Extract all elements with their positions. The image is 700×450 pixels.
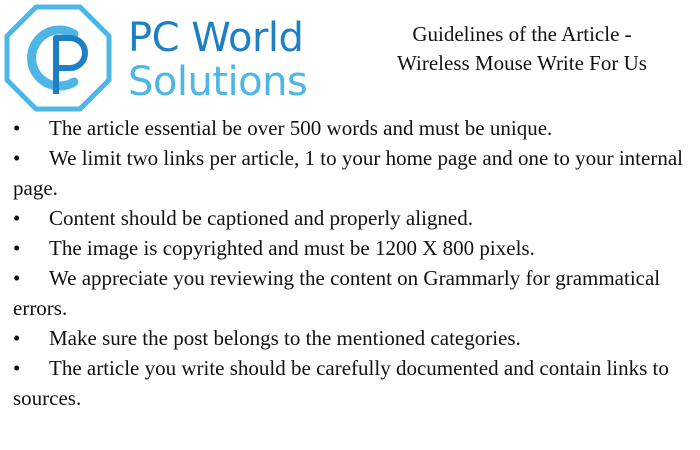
list-item-text: The article essential be over 500 words and must be unique.: [49, 116, 553, 140]
page-title-line1: Guidelines of the Article -: [412, 22, 632, 46]
bullet-icon: •: [13, 206, 21, 230]
brand-wordmark: [128, 16, 307, 104]
bullet-icon: •: [13, 356, 21, 380]
bullet-icon: •: [13, 326, 21, 350]
list-item-text: Content should be captioned and properly aligned.: [49, 206, 473, 230]
list-item-text: The image is copyrighted and must be 1200 X 800 pixels.: [49, 236, 535, 260]
page-title: [352, 20, 692, 78]
cp-monogram-octagon-icon: [4, 4, 112, 112]
list-item: [13, 113, 693, 143]
brand-name-line2: Solutions: [128, 59, 308, 105]
list-item: [13, 323, 693, 353]
page-title-line2: Wireless Mouse Write For Us: [397, 51, 647, 75]
brand-logo: [4, 4, 334, 112]
guidelines-list: [13, 113, 693, 413]
list-item: [13, 263, 693, 323]
list-item-text: We appreciate you reviewing the content on Grammarly for grammatical errors.: [13, 266, 661, 320]
list-item: [13, 203, 693, 233]
list-item: [13, 143, 693, 203]
bullet-icon: •: [13, 146, 21, 170]
list-item: [13, 353, 693, 413]
list-item-text: Make sure the post belongs to the mentioned categories.: [49, 326, 521, 350]
bullet-icon: •: [13, 116, 21, 140]
bullet-icon: •: [13, 236, 21, 260]
list-item: [13, 233, 693, 263]
list-item-text: We limit two links per article, 1 to your home page and one to your internal page.: [13, 146, 683, 200]
brand-name-line1: PC World: [128, 15, 304, 61]
bullet-icon: •: [13, 266, 21, 290]
list-item-text: The article you write should be carefully documented and contain links to sources.: [13, 356, 669, 410]
